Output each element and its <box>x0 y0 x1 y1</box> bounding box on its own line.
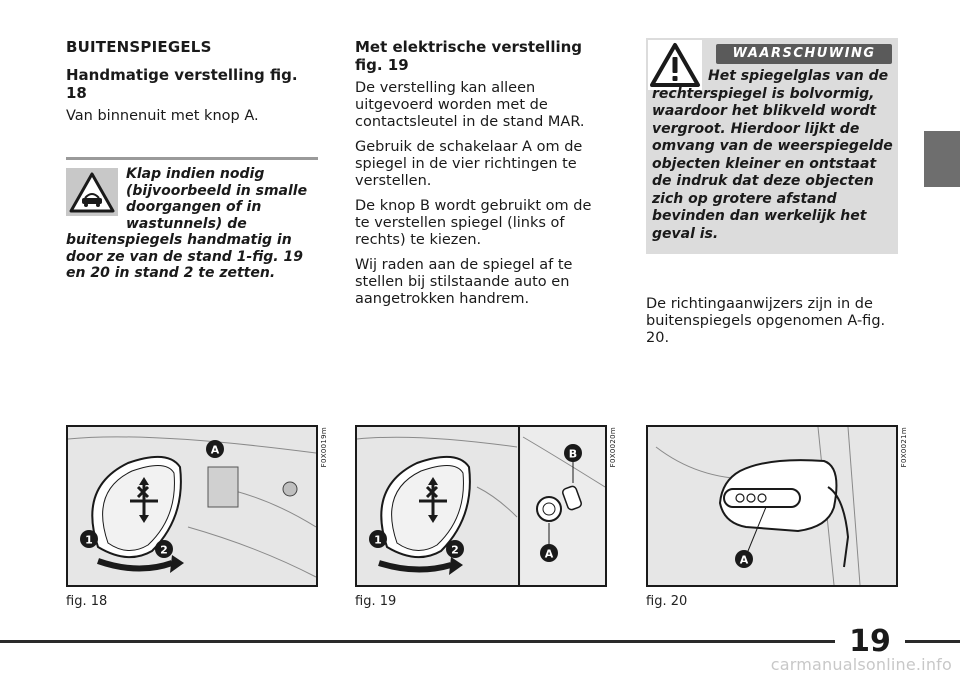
electric-paragraph: Gebruik de schakelaar A om de spiegel in de vier richtingen te verstellen. <box>355 139 583 189</box>
note-divider <box>66 157 318 160</box>
section-title: BUITENSPIEGELS <box>66 38 212 56</box>
electric-paragraph: De verstelling kan alleen uitgevoerd worden met de contactsleutel in de stand MAR. <box>355 80 585 130</box>
warning-box <box>646 38 898 254</box>
electric-paragraph: De knop B wordt gebruikt om de te verstellen spiegel (links of rechts) te kiezen. <box>355 198 592 248</box>
figure-caption: fig. 19 <box>355 594 397 609</box>
mirror-manual-illustration <box>68 427 316 585</box>
figure-caption: fig. 20 <box>646 594 688 609</box>
figure-code: F0X0021m <box>900 427 908 468</box>
caution-text: Klap indien nodig (bijvoorbeeld in smalle doorgangen of in wastunnels) de buitenspiegels handmatig in door ze van de stand 1-fig. 19 en 20 in stand 2 te zetten. <box>66 166 308 281</box>
electric-paragraph: Wij raden aan de spiegel af te stellen bij stilstaande auto en aangetrokken handrem. <box>355 257 573 307</box>
indicator-text: De richtingaanwijzers zijn in de buitenspiegels opgenomen A-fig. 20. <box>646 296 886 346</box>
figure-20 <box>646 425 898 587</box>
column-left <box>66 38 318 133</box>
figure-code: F0X0019m <box>320 427 328 468</box>
watermark: carmanualsonline.info <box>770 655 952 674</box>
page-number: 19 <box>835 624 905 660</box>
figure-label: A <box>544 547 554 561</box>
figure-label: 2 <box>451 543 459 557</box>
subsection-electric: Met elektrische verstelling fig. 19 <box>355 38 583 74</box>
footer-rule <box>0 640 960 643</box>
manual-body: Van binnenuit met knop A. <box>66 108 259 124</box>
column-middle <box>355 38 607 316</box>
figure-label: 1 <box>374 533 382 547</box>
warning-text: Het spiegelglas van de rechterspiegel is bolvormig, waardoor het blikveld wordt vergroot. Hierdoor lijkt de omvang van de weerspiegelde objecten kleiner en ontstaat de indruk dat deze objecten zich op grotere afstand bevinden dan werkelijk het geval is. <box>652 68 893 242</box>
figure-caption: fig. 18 <box>66 594 108 609</box>
mirror-electric-illustration <box>357 427 605 585</box>
figure-label: B <box>568 447 578 461</box>
caution-note <box>66 166 318 282</box>
figure-code: F0X0020m <box>609 427 617 468</box>
figure-label: 1 <box>85 533 93 547</box>
mirror-indicator-illustration <box>648 427 896 585</box>
section-tab <box>924 131 960 187</box>
figure-18 <box>66 425 318 587</box>
figure-label: 2 <box>160 543 168 557</box>
figure-19 <box>355 425 607 587</box>
figure-label: A <box>739 553 749 567</box>
car-caution-icon <box>66 168 118 216</box>
subsection-manual: Handmatige verstelling fig. 18 <box>66 66 298 102</box>
figure-label: A <box>210 443 220 457</box>
warning-badge: WAARSCHUWING <box>716 44 892 64</box>
